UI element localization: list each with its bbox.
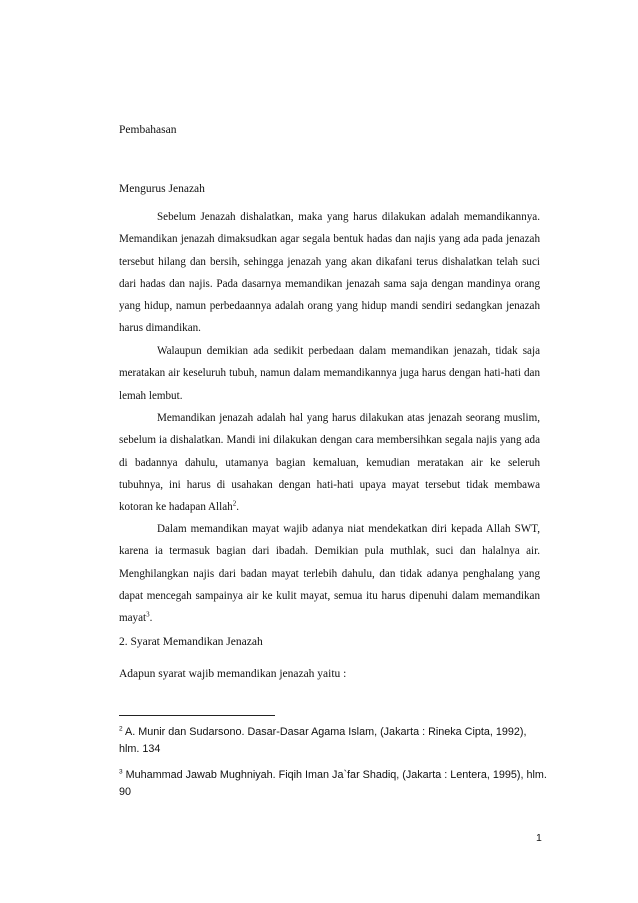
subsection-title: Mengurus Jenazah (119, 183, 205, 195)
paragraph-2 (119, 340, 540, 407)
section2-intro: Adapun syarat wajib memandikan jenazah yaitu : (119, 668, 347, 680)
footnote-ref-3: 3 (146, 610, 150, 619)
paragraph-4 (119, 518, 540, 629)
section2-title: 2. Syarat Memandikan Jenazah (119, 636, 263, 648)
paragraph-4-text: Dalam memandikan mayat wajib adanya niat mendekatkan diri kepada Allah SWT, karena ia termasuk bagian dari ibadah. Demikian pula muthlak, suci dan halalnya air. Menghilangkan najis dari badan mayat terlebih dahulu, dan tidak adanya penghalang yang dapat mencegah sampainya air ke kulit mayat, semua itu harus dipenuhi dalam memandikan mayat (119, 523, 540, 625)
paragraph-3 (119, 407, 540, 518)
paragraph-3-end: . (236, 501, 239, 514)
section-title: Pembahasan (119, 124, 177, 136)
paragraph-1-text: Sebelum Jenazah dishalatkan, maka yang harus dilakukan adalah memandikannya. Memandikan jenazah dimaksudkan agar segala bentuk hadas dan najis yang ada pada jenazah tersebut hilang dan bersih, sehingga jenazah yang akan dikafani terus dishalatkan telah suci dari hadas dan najis. Pada dasarnya memandikan jenazah sama saja dengan mandinya orang yang hidup, namun perbedaannya adalah orang yang hidup mandi sendiri sedangkan jenazah harus dimandikan. (119, 211, 540, 335)
footnote-mark-3: 3 (119, 768, 123, 776)
paragraph-2-text: Walaupun demikian ada sedikit perbedaan dalam memandikan jenazah, tidak saja meratakan air keseluruh tubuh, namun dalam memandikannya juga harus dengan hati-hati dan lemah lembut. (119, 345, 540, 402)
footnote-3-text: Muhammad Jawab Mughniyah. Fiqih Iman Ja`far Shadiq, (Jakarta : Lentera, 1995), hlm. 90 (119, 769, 547, 798)
paragraph-1 (119, 206, 540, 340)
page-number: 1 (536, 832, 542, 844)
footnote-3 (119, 767, 549, 801)
footnote-mark-2: 2 (119, 725, 123, 733)
paragraph-3-text: Memandikan jenazah adalah hal yang harus dilakukan atas jenazah seorang muslim, sebelum ia dishalatkan. Mandi ini dilakukan dengan cara membersihkan segala najis yang ada di badannya dahulu, utamanya bagian kemaluan, kemudian meratakan air ke seleruh tubuhnya, ini harus di usahakan dengan hati-hati upaya mayat tersebut tidak membawa kotoran ke hadapan Allah (119, 412, 540, 514)
footnote-2-text: A. Munir dan Sudarsono. Dasar-Dasar Agama Islam, (Jakarta : Rineka Cipta, 1992), hlm. 134 (119, 726, 527, 755)
paragraph-4-end: . (149, 612, 153, 625)
footnote-separator (119, 715, 275, 716)
footnote-ref-2: 2 (232, 499, 237, 508)
footnote-2 (119, 724, 549, 758)
